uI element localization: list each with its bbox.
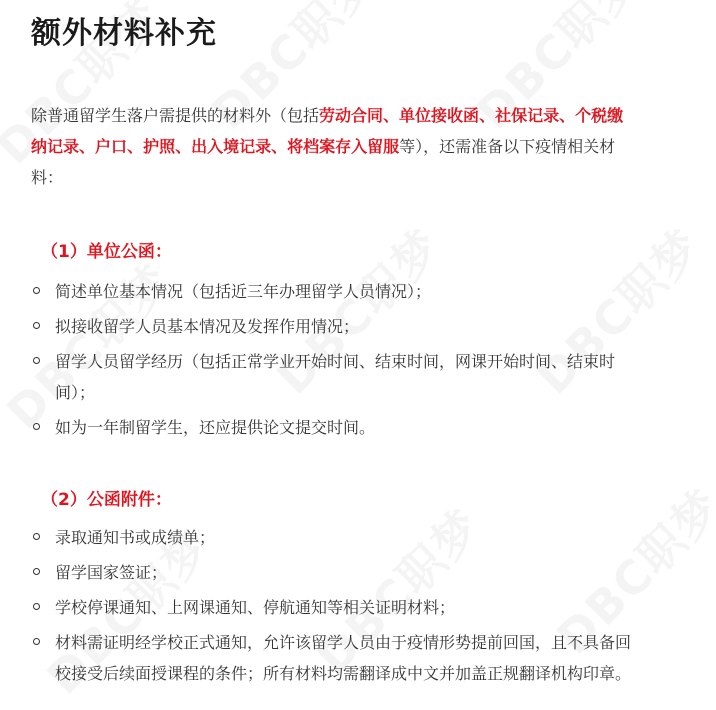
list-item-text: 学校停课通知、上网课通知、停航通知等相关证明材料； — [55, 598, 456, 617]
intro-highlight: 单位接收函 — [399, 106, 480, 125]
intro-separator: 、 — [559, 106, 576, 125]
bullet-circle-icon — [33, 287, 40, 294]
bullet-circle-icon — [33, 638, 40, 645]
intro-highlight: 出入境记录 — [191, 137, 272, 156]
list-item — [31, 592, 636, 623]
intro-highlight: 个税缴纳记录 — [31, 106, 624, 156]
intro-separator: 、 — [383, 106, 400, 125]
intro-highlight: 将档案存入留服 — [287, 137, 400, 156]
section-heading-attachments: （2）公函附件： — [41, 490, 172, 510]
page-title: 额外材料补充 — [31, 16, 217, 51]
list-item-text: 材料需证明经学校正式通知，允许该留学人员由于疫情形势提前回国，且不具备回校接受后续面授课程的条件；所有材料均需翻译成中文并加盖正规翻译机构印章。 — [55, 633, 632, 683]
intro-highlight: 劳动合同 — [319, 106, 384, 125]
intro-text: 等），还需准备以下疫情相关材料： — [31, 137, 616, 187]
intro-separator: 、 — [79, 137, 96, 156]
intro-paragraph — [31, 100, 636, 193]
attachments-list — [31, 522, 636, 689]
bullet-circle-icon — [33, 568, 40, 575]
intro-highlight: 户口 — [95, 137, 128, 156]
intro-text: 除普通留学生落户需提供的材料外（包括 — [31, 106, 320, 125]
list-item-text: 留学人员留学经历（包括正常学业开始时间、结束时间，网课开始时间、结束时间）； — [55, 352, 616, 402]
letter-requirements-list — [31, 276, 636, 443]
section-heading-letter: （1）单位公函： — [41, 242, 172, 262]
list-item — [31, 522, 636, 553]
intro-separator: 、 — [175, 137, 192, 156]
list-item — [31, 346, 636, 408]
list-item — [31, 627, 636, 689]
list-item-text: 简述单位基本情况（包括近三年办理留学人员情况）； — [55, 282, 432, 301]
list-item-text: 留学国家签证； — [55, 563, 168, 582]
list-item — [31, 557, 636, 588]
intro-separator: 、 — [479, 106, 496, 125]
list-item-text: 拟接收留学人员基本情况及发挥作用情况； — [55, 317, 360, 336]
list-item-text: 如为一年制留学生，还应提供论文提交时间。 — [55, 418, 376, 437]
list-item — [31, 412, 636, 443]
list-item — [31, 276, 636, 307]
list-item-text: 录取通知书或成绩单； — [55, 528, 216, 547]
bullet-circle-icon — [33, 533, 40, 540]
bullet-circle-icon — [33, 322, 40, 329]
intro-separator: 、 — [271, 137, 288, 156]
intro-separator: 、 — [127, 137, 144, 156]
bullet-circle-icon — [33, 603, 40, 610]
intro-highlight: 护照 — [143, 137, 176, 156]
list-item — [31, 311, 636, 342]
intro-highlight: 社保记录 — [495, 106, 560, 125]
bullet-circle-icon — [33, 423, 40, 430]
bullet-circle-icon — [33, 357, 40, 364]
